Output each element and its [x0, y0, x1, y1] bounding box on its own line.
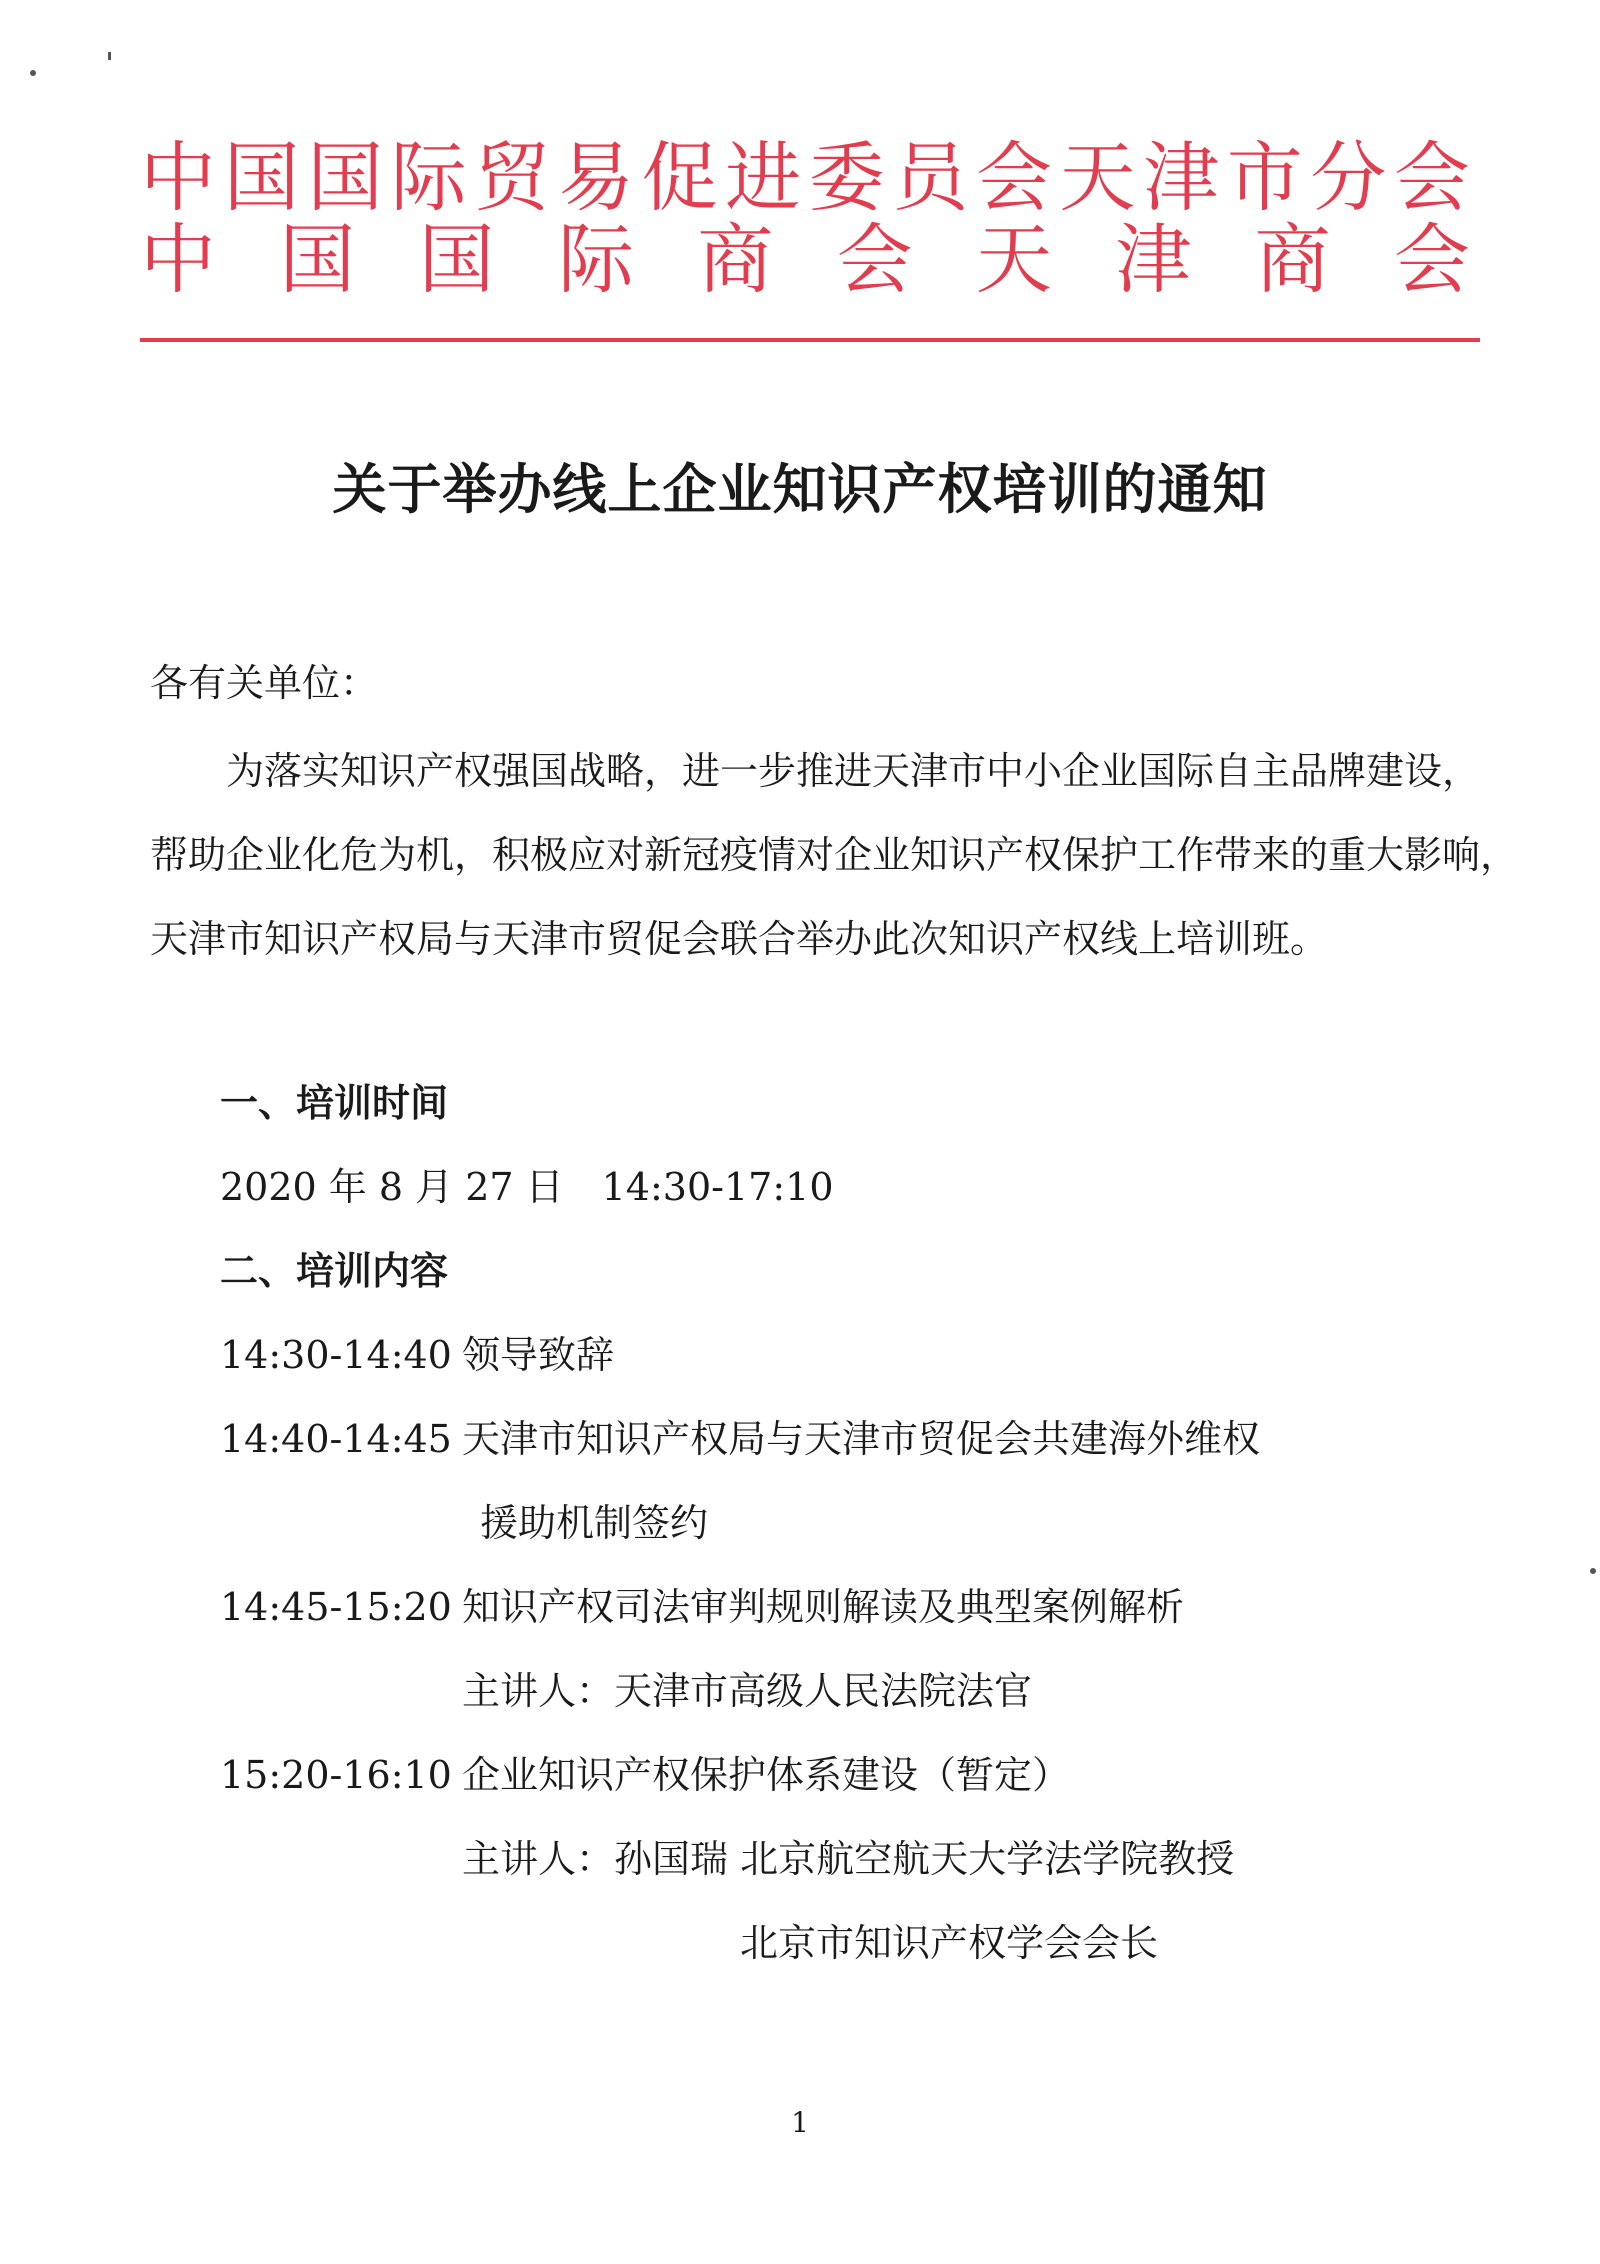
document-title: 关于举办线上企业知识产权培训的通知 [332, 457, 1268, 521]
schedule-item-4-line-1: 企业知识产权保护体系建设（暂定） [462, 1753, 1071, 1797]
letterhead-line-1 [140, 133, 1470, 222]
letterhead-line-2 [140, 215, 1470, 304]
letterhead-char: 贸 [474, 133, 551, 222]
letterhead-char: 会 [975, 133, 1052, 222]
schedule-time-4: 15:20-16:10 [220, 1753, 452, 1797]
schedule-time-3: 14:45-15:20 [220, 1585, 452, 1629]
scan-speck [30, 70, 36, 76]
letterhead-char: 市 [1226, 133, 1303, 222]
schedule-time-2: 14:40-14:45 [220, 1417, 452, 1461]
letterhead-char: 会 [1393, 133, 1470, 222]
schedule-item-2-line-1: 天津市知识产权局与天津市贸促会共建海外维权 [462, 1417, 1261, 1461]
letterhead-char: 会 [836, 215, 913, 304]
section1-heading: 一、培训时间 [220, 1080, 449, 1125]
schedule-item-3-line-1: 知识产权司法审判规则解读及典型案例解析 [462, 1585, 1185, 1629]
letterhead-char: 国 [223, 133, 300, 222]
training-time: 2020 年 8 月 27 日 14:30-17:10 [220, 1165, 834, 1209]
letterhead-char: 天 [975, 215, 1052, 304]
schedule-item-1-line-1: 领导致辞 [462, 1333, 615, 1377]
letterhead-divider [140, 338, 1480, 342]
letterhead-char: 国 [279, 215, 356, 304]
letterhead-char: 津 [1115, 215, 1192, 304]
page-number: 1 [791, 2106, 809, 2139]
schedule-item-4-line-2: 主讲人：孙国瑞 北京航空航天大学法学院教授 [462, 1837, 1235, 1881]
letterhead-char: 津 [1143, 133, 1220, 222]
schedule-item-3-line-2: 主讲人：天津市高级人民法院法官 [462, 1669, 1033, 1713]
letterhead-char: 际 [390, 133, 467, 222]
letterhead-char: 会 [1393, 215, 1470, 304]
letterhead-char: 国 [418, 215, 495, 304]
letterhead-char: 进 [725, 133, 802, 222]
letterhead-char: 促 [641, 133, 718, 222]
intro-line-3: 天津市知识产权局与天津市贸促会联合举办此次知识产权线上培训班。 [150, 917, 1329, 961]
letterhead-char: 国 [307, 133, 384, 222]
letterhead-char: 分 [1310, 133, 1387, 222]
letterhead-char: 商 [697, 215, 774, 304]
section2-heading: 二、培训内容 [220, 1248, 449, 1293]
letterhead-char: 委 [808, 133, 885, 222]
letterhead-char: 中 [140, 215, 216, 304]
letterhead-char: 际 [557, 215, 634, 304]
schedule-item-4-line-3: 北京市知识产权学会会长 [740, 1921, 1159, 1965]
salutation: 各有关单位： [150, 661, 379, 705]
letterhead-char: 员 [892, 133, 969, 222]
schedule-time-1: 14:30-14:40 [220, 1333, 452, 1377]
letterhead-char: 易 [557, 133, 634, 222]
letterhead-char: 商 [1254, 215, 1331, 304]
schedule-item-2-line-2: 援助机制签约 [480, 1501, 709, 1545]
letterhead-char: 中 [140, 133, 216, 222]
scan-speck [1590, 1568, 1596, 1574]
intro-line-1: 为落实知识产权强国战略，进一步推进天津市中小企业国际自主品牌建设， [226, 749, 1481, 793]
intro-line-2: 帮助企业化危为机，积极应对新冠疫情对企业知识产权保护工作带来的重大影响， [150, 833, 1519, 877]
scan-speck [108, 52, 111, 60]
letterhead-char: 天 [1059, 133, 1136, 222]
